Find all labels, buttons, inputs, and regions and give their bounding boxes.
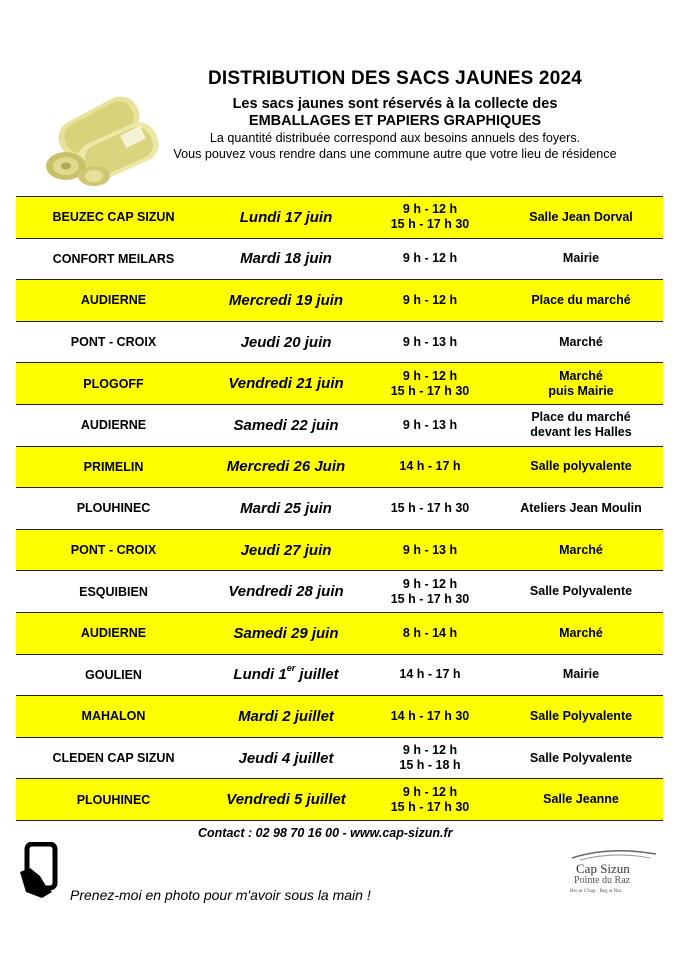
logo-subtitle: Pointe du Raz <box>574 875 631 886</box>
town-cell: GOULIEN <box>85 667 142 682</box>
contact-line: Contact : 02 98 70 16 00 - www.cap-sizun.fr <box>198 826 453 840</box>
town-cell: ESQUIBIEN <box>79 584 148 599</box>
place-cell: Place du marché devant les Halles <box>530 410 632 440</box>
hours-cell: 14 h - 17 h <box>399 667 461 682</box>
table-row <box>16 488 663 530</box>
date-cell: Lundi 17 juin <box>211 197 361 239</box>
date-cell: Lundi 1er juillet <box>233 663 339 684</box>
distribution-schedule-table <box>16 196 663 821</box>
date-cell: Mardi 25 juin <box>240 499 332 517</box>
date-cell: Mardi 2 juillet <box>211 696 361 738</box>
hours-cell: 9 h - 13 h <box>361 529 499 571</box>
hours-cell: 9 h - 13 h <box>402 334 458 349</box>
place-cell: Marché puis Mairie <box>499 363 663 405</box>
date-cell: Jeudi 20 juin <box>240 333 332 351</box>
hours-cell: 9 h - 12 h 15 h - 17 h 30 <box>390 576 470 606</box>
hours-cell: 9 h - 12 h 15 h - 17 h 30 <box>361 779 499 821</box>
date-cell: Jeudi 4 juillet <box>238 749 334 767</box>
photo-reminder-text: Prenez-moi en photo pour m'avoir sous la main ! <box>70 887 371 903</box>
place-cell: Marché <box>499 529 663 571</box>
table-row <box>16 737 663 779</box>
table-row <box>16 696 663 738</box>
yellow-bag-rolls-image <box>36 66 166 188</box>
place-cell: Salle Jean Dorval <box>499 197 663 239</box>
table-row <box>16 779 663 821</box>
date-cell: Samedi 29 juin <box>211 612 361 654</box>
place-cell: Place du marché <box>499 280 663 322</box>
note-line-2: Vous pouvez vous rendre dans une commune autre que votre lieu de résidence <box>173 147 617 161</box>
date-cell: Vendredi 21 juin <box>211 363 361 405</box>
hours-cell: 9 h - 13 h <box>402 417 458 432</box>
table-row <box>16 529 663 571</box>
hours-cell: 9 h - 12 h <box>361 280 499 322</box>
town-cell: CLEDEN CAP SIZUN <box>52 751 175 766</box>
town-cell: PLOUHINEC <box>16 779 211 821</box>
document-title: DISTRIBUTION DES SACS JAUNES 2024 <box>207 68 583 89</box>
hours-cell: 15 h - 17 h 30 <box>390 500 470 515</box>
hours-cell: 9 h - 12 h 15 h - 18 h <box>399 743 461 773</box>
table-row <box>16 197 663 239</box>
town-cell: AUDIERNE <box>16 612 211 654</box>
table-row <box>16 404 663 446</box>
phone-hand-icon <box>18 842 70 900</box>
town-cell: MAHALON <box>16 696 211 738</box>
place-cell: Salle Jeanne <box>499 779 663 821</box>
logo-swoosh-icon <box>570 846 660 862</box>
place-cell: Marché <box>559 334 603 349</box>
table-row <box>16 363 663 405</box>
town-cell: AUDIERNE <box>16 280 211 322</box>
town-cell: PLOUHINEC <box>76 501 151 516</box>
place-cell: Marché <box>499 612 663 654</box>
cap-sizun-logo <box>556 842 676 904</box>
logo-name: Cap Sizun <box>576 861 630 876</box>
table-row <box>16 654 663 696</box>
subtitle-line-2: EMBALLAGES ET PAPIERS GRAPHIQUES <box>248 113 542 129</box>
hours-cell: 14 h - 17 h 30 <box>361 696 499 738</box>
town-cell: CONFORT MEILARS <box>52 251 175 266</box>
hours-cell: 14 h - 17 h <box>361 446 499 488</box>
place-cell: Salle Polyvalente <box>529 584 633 599</box>
hours-cell: 9 h - 12 h 15 h - 17 h 30 <box>361 363 499 405</box>
table-row <box>16 238 663 280</box>
table-row <box>16 321 663 363</box>
hours-cell: 8 h - 14 h <box>361 612 499 654</box>
town-cell: BEUZEC CAP SIZUN <box>16 197 211 239</box>
place-cell: Ateliers Jean Moulin <box>520 500 642 515</box>
town-cell: PRIMELIN <box>16 446 211 488</box>
place-cell: Salle Polyvalente <box>529 750 633 765</box>
date-cell: Mercredi 26 Juin <box>211 446 361 488</box>
date-cell: Vendredi 28 juin <box>228 583 344 601</box>
logo-tagline: Bro ar C'hap · Beg ar Raz <box>570 889 622 894</box>
town-cell: AUDIERNE <box>80 418 147 433</box>
table-row <box>16 280 663 322</box>
date-cell: Mardi 18 juin <box>240 250 332 268</box>
date-cell: Samedi 22 juin <box>233 416 339 434</box>
hours-cell: 9 h - 12 h 15 h - 17 h 30 <box>361 197 499 239</box>
date-cell: Mercredi 19 juin <box>211 280 361 322</box>
subtitle-line-1: Les sacs jaunes sont réservés à la collecte des <box>232 96 558 112</box>
table-row <box>16 571 663 613</box>
place-cell: Salle Polyvalente <box>499 696 663 738</box>
town-cell: PLOGOFF <box>16 363 211 405</box>
table-row <box>16 446 663 488</box>
table-row <box>16 612 663 654</box>
document-header <box>150 68 640 162</box>
place-cell: Salle polyvalente <box>499 446 663 488</box>
hours-cell: 9 h - 12 h <box>402 251 458 266</box>
place-cell: Mairie <box>562 667 600 682</box>
place-cell: Mairie <box>562 251 600 266</box>
date-cell: Jeudi 27 juin <box>211 529 361 571</box>
town-cell: PONT - CROIX <box>16 529 211 571</box>
town-cell: PONT - CROIX <box>70 335 157 350</box>
note-line-1: La quantité distribuée correspond aux besoins annuels des foyers. <box>209 131 581 145</box>
date-cell: Vendredi 5 juillet <box>211 779 361 821</box>
